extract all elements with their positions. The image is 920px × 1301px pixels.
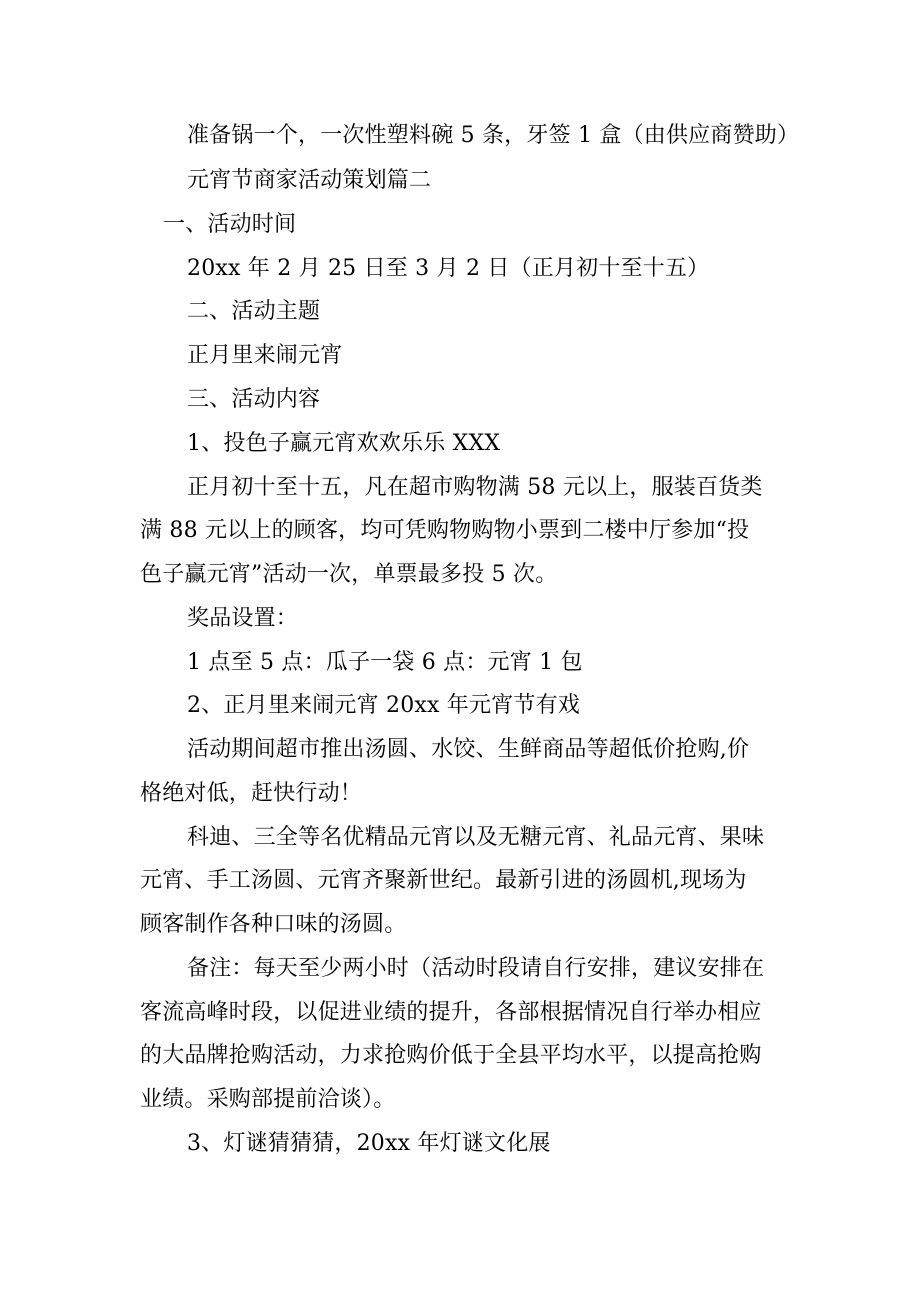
paragraph-line: 正月初十至十五，凡在超市购物满 58 元以上，服装百货类 [187,475,763,500]
paragraph-line: 格绝对低，赶快行动！ [140,781,363,806]
heading-activity-time: 一、活动时间 [163,212,297,237]
item-1-title: 1、投色子赢元宵欢欢乐乐 XXX [187,431,501,456]
prize-heading: 奖品设置： [187,606,299,631]
paragraph-line: 活动期间超市推出汤圆、水饺、生鲜商品等超低价抢购,价 [187,737,750,762]
item-3-title: 3、灯谜猜猜猜，20xx 年灯谜文化展 [187,1131,551,1156]
note-line: 客流高峰时段，以促进业绩的提升，各部根据情况自行举办相应 [140,1000,762,1025]
paragraph-line: 满 88 元以上的顾客，均可凭购物购物小票到二楼中厅参加“投 [140,518,750,543]
prize-details: 1 点至 5 点：瓜子一袋 6 点：元宵 1 包 [187,650,583,675]
paragraph-line: 顾客制作各种口味的汤圆。 [140,912,407,937]
note-line: 业绩。采购部提前洽谈）。 [140,1087,396,1112]
note-line: 备注：每天至少两小时（活动时段请自行安排，建议安排在 [187,956,765,981]
paragraph-line: 元宵、手工汤圆、元宵齐聚新世纪。最新引进的汤圆机,现场为 [140,868,747,893]
note-line: 的大品牌抢购活动，力求抢购价低于全县平均水平，以提高抢购 [140,1043,762,1068]
section-title: 元宵节商家活动策划篇二 [187,168,432,193]
activity-theme-text: 正月里来闹元宵 [187,343,343,368]
paragraph-line: 科迪、三全等名优精品元宵以及无糖元宵、礼品元宵、果味 [187,825,765,850]
supplies-line: 准备锅一个，一次性塑料碗 5 条，牙签 1 盒（由供应商赞助） [187,123,800,148]
paragraph-line: 色子赢元宵”活动一次，单票最多投 5 次。 [140,562,558,587]
activity-time-text: 20xx 年 2 月 25 日至 3 月 2 日（正月初十至十五） [187,256,710,281]
heading-activity-content: 三、活动内容 [187,387,321,412]
heading-activity-theme: 二、活动主题 [187,299,321,324]
item-2-title: 2、正月里来闹元宵 20xx 年元宵节有戏 [187,693,580,718]
